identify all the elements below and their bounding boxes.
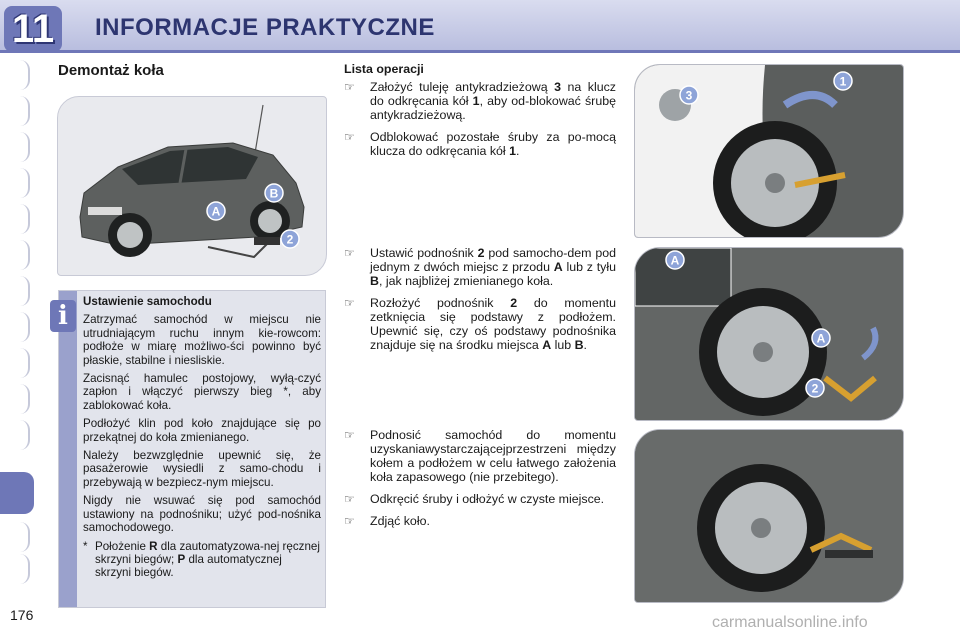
- operation-step: ☞ Odkręcić śruby i odłożyć w czyste miejsce.: [344, 492, 605, 506]
- chapter-tab[interactable]: [8, 168, 30, 198]
- svg-text:2: 2: [286, 232, 294, 247]
- chapter-tab[interactable]: [8, 240, 30, 270]
- jack-placement-drawing: [635, 248, 903, 420]
- operation-step: ☞ Odblokować pozostałe śruby za po-mocą klucza do odkręcania kół 1.: [344, 130, 616, 158]
- operations-block-3: [344, 428, 616, 536]
- chapter-tab[interactable]: [8, 554, 30, 584]
- svg-text:A: A: [211, 204, 221, 219]
- car-lifted-drawing: [635, 430, 903, 602]
- info-paragraph: Podłożyć klin pod koło znajdujące się po przekątnej do koła zmienianego.: [83, 417, 321, 444]
- chapter-tab[interactable]: [8, 132, 30, 162]
- operation-step: ☞ Podnosić samochód do momentu uzyskaniawystarczającejprzestrzeni między kołem a podłożem w celu łatwego założenia koła zapasowego (nie przebitego).: [344, 428, 616, 484]
- photo-car-lifted: [634, 429, 904, 603]
- info-paragraph: Zatrzymać samochód w miejscu nie utrudniającym ruchu innym kie-rowcom: podłoże w miarę możliwo-ści powinno być płaskie, stabilne i niesliskie.: [83, 313, 321, 367]
- pointing-hand-icon: ☞: [344, 80, 355, 94]
- callout-2: [806, 379, 824, 397]
- callout-a: [207, 202, 225, 220]
- pointing-hand-icon: ☞: [344, 246, 355, 260]
- callout-a-inset: [666, 251, 684, 269]
- chapter-tab[interactable]: [8, 204, 30, 234]
- svg-text:A: A: [670, 253, 680, 268]
- pointing-hand-icon: ☞: [344, 492, 355, 506]
- info-box-title: Ustawienie samochodu: [83, 295, 212, 308]
- chapter-number-badge: 11: [4, 6, 62, 52]
- pointing-hand-icon: ☞: [344, 514, 355, 528]
- chapter-tab[interactable]: [8, 312, 30, 342]
- callout-2: [281, 230, 299, 248]
- operations-block-2: [344, 246, 616, 360]
- chapter-tab[interactable]: [8, 60, 30, 90]
- chapter-tab[interactable]: [8, 276, 30, 306]
- operations-heading: Lista operacji: [344, 62, 424, 76]
- info-paragraph: Zacisnąć hamulec postojowy, wyłą-czyć zapłon i włączyć pierwszy bieg *, aby zablokować koła.: [83, 372, 321, 412]
- svg-text:2: 2: [811, 381, 819, 396]
- pointing-hand-icon: ☞: [344, 130, 355, 144]
- svg-text:A: A: [816, 331, 826, 346]
- svg-text:1: 1: [839, 74, 847, 89]
- chapter-tab[interactable]: [8, 348, 30, 378]
- car-illustration: [57, 96, 327, 276]
- pointing-hand-icon: ☞: [344, 428, 355, 442]
- chapter-tab[interactable]: [8, 522, 30, 552]
- watermark: carmanualsonline.info: [712, 614, 868, 631]
- footnote-star: *: [83, 539, 88, 553]
- footnote-text: Położenie R dla zautomatyzowa-nej ręcznej skrzyni biegów; P dla automatycznej skrzyni biegów.: [95, 539, 320, 580]
- svg-text:3: 3: [685, 88, 693, 103]
- info-icon: i: [50, 300, 76, 332]
- footnote: [83, 540, 321, 580]
- info-box-content: [83, 295, 321, 580]
- svg-text:B: B: [269, 186, 279, 201]
- car-drawing: [58, 97, 326, 275]
- photo-wheel-bolts: [634, 64, 904, 238]
- info-box-accent-bar: [59, 291, 77, 607]
- chapter-tab[interactable]: [8, 96, 30, 126]
- operation-step: ☞ Ustawić podnośnik 2 pod samocho-dem pod jednym z dwóch miejsc z przodu A lub z tyłu B, jak najbliżej zmienianego koła.: [344, 246, 617, 288]
- section-title: Demontaż koła: [58, 62, 164, 79]
- info-box: [58, 290, 326, 608]
- chapter-title: INFORMACJE PRAKTYCZNE: [95, 14, 435, 41]
- callout-1: [834, 72, 852, 90]
- operation-step: ☞ Zdjąć koło.: [344, 514, 430, 528]
- callout-b: [265, 184, 283, 202]
- pointing-hand-icon: ☞: [344, 296, 355, 310]
- callout-3: [680, 86, 698, 104]
- chapter-tab-active[interactable]: [0, 472, 34, 514]
- info-paragraph: Należy bezwzględnie upewnić się, że pasażerowie wysiedli z samo-chodu i przebywają w bezpiecz-nym miejscu.: [83, 449, 321, 489]
- chapter-tab-strip: [0, 60, 30, 580]
- page-number: 176: [10, 607, 34, 623]
- chapter-tab[interactable]: [8, 384, 30, 414]
- chapter-tab[interactable]: [8, 420, 30, 450]
- operations-block-1: [344, 62, 616, 166]
- operation-step: ☞ Rozłożyć podnośnik 2 do momentu zetknięcia się podstawy z podłożem. Upewnić się, czy oś podstawy podnośnika znajduje się na środku miejsca A lub B.: [344, 296, 616, 352]
- callout-a: [812, 329, 830, 347]
- info-paragraph: Nigdy nie wsuwać się pod samochód ustawiony na podnośniku; użyć pod-nośnika samochodowego.: [83, 494, 321, 535]
- wheel-bolts-drawing: [635, 65, 903, 237]
- operation-step: ☞ Założyć tuleję antykradzieżową 3 na klucz do odkręcania kół 1, aby od-blokować śrubę antykradzieżową.: [344, 80, 616, 122]
- photo-jack-placement: [634, 247, 904, 421]
